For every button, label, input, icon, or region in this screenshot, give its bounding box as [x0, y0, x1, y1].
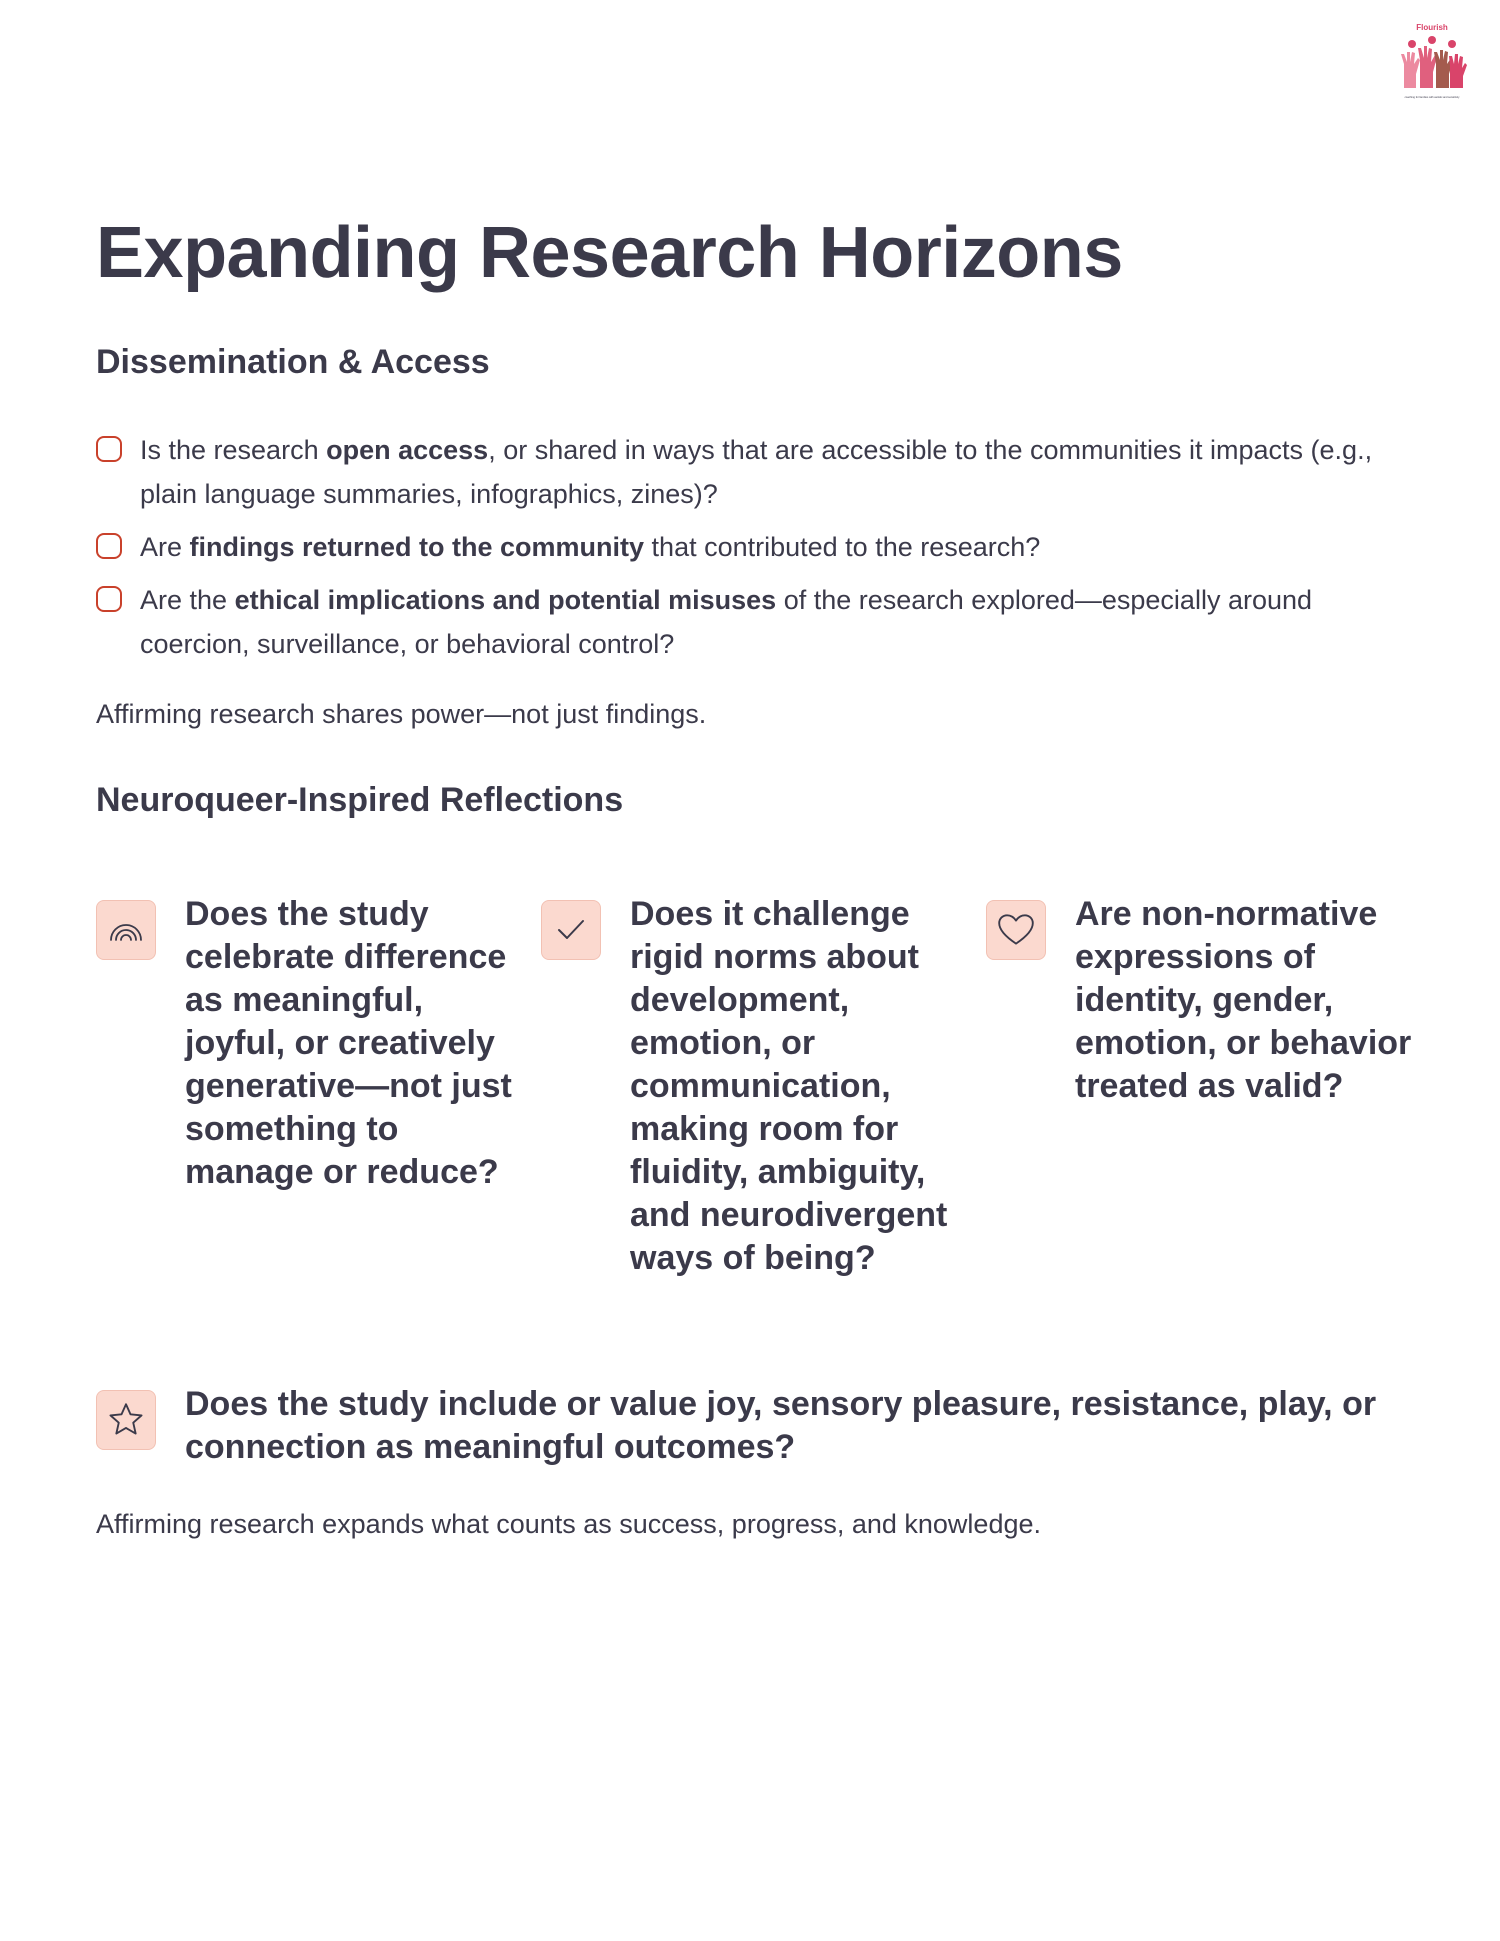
checklist-item-emphasis: open access — [326, 435, 489, 465]
dissemination-note: Affirming research shares power—not just findings. — [96, 699, 707, 729]
reflection-text: Does it challenge rigid norms about development, emotion, or communication, making room for fluidity, ambiguity, and neurodivergent ways of being? — [630, 895, 948, 1277]
section-heading-dissemination: Dissemination & Access — [96, 343, 490, 381]
section-heading-neuroqueer: Neuroqueer-Inspired Reflections — [96, 781, 624, 819]
reflection-text: Does the study celebrate difference as meaningful, joyful, or creatively generative—not just something to manage or reduce? — [185, 895, 512, 1191]
checklist-item-emphasis: findings returned to the community — [189, 532, 645, 562]
checklist-item — [96, 428, 1406, 516]
checklist-item-text-start: Is the research — [140, 435, 327, 465]
logo-wordmark: Flourish — [1416, 23, 1448, 32]
checkbox[interactable] — [96, 436, 122, 462]
reflection-text: Are non-normative expressions of identity, gender, emotion, or behavior treated as valid? — [1075, 895, 1412, 1105]
dissemination-checklist — [96, 428, 1406, 675]
checklist-item — [96, 578, 1406, 666]
checklist-item-text-end: of the research explored—especially around coercion, surveillance, or behavioral control? — [140, 585, 1313, 659]
neuroqueer-note: Affirming research expands what counts as success, progress, and knowledge. — [96, 1509, 1041, 1539]
heart-icon — [986, 900, 1046, 960]
checkbox[interactable] — [96, 586, 122, 612]
checkbox[interactable] — [96, 533, 122, 559]
checklist-item-text-start: Are the — [140, 585, 235, 615]
checklist-item-text-start: Are — [140, 532, 190, 562]
star-icon — [96, 1390, 156, 1450]
checkmark-icon — [541, 900, 601, 960]
reflection-text: Does the study include or value joy, sensory pleasure, resistance, play, or connection as meaningful outcomes? — [185, 1385, 1377, 1466]
checklist-item-text-end: that contributed to the research? — [644, 532, 1041, 562]
logo-hands-icon — [1390, 18, 1474, 102]
checklist-item-emphasis: ethical implications and potential misuses — [234, 585, 777, 615]
logo-tagline: coaching for families with autistic and sensitivity — [1404, 96, 1460, 99]
page-title: Expanding Research Horizons — [96, 213, 1123, 293]
flourish-logo — [1390, 18, 1474, 102]
rainbow-icon — [96, 900, 156, 960]
checklist-item — [96, 525, 1406, 569]
checklist-item-text-end: , or shared in ways that are accessible to the communities it impacts (e.g., plain language summaries, infographics, zines)? — [140, 435, 1373, 509]
